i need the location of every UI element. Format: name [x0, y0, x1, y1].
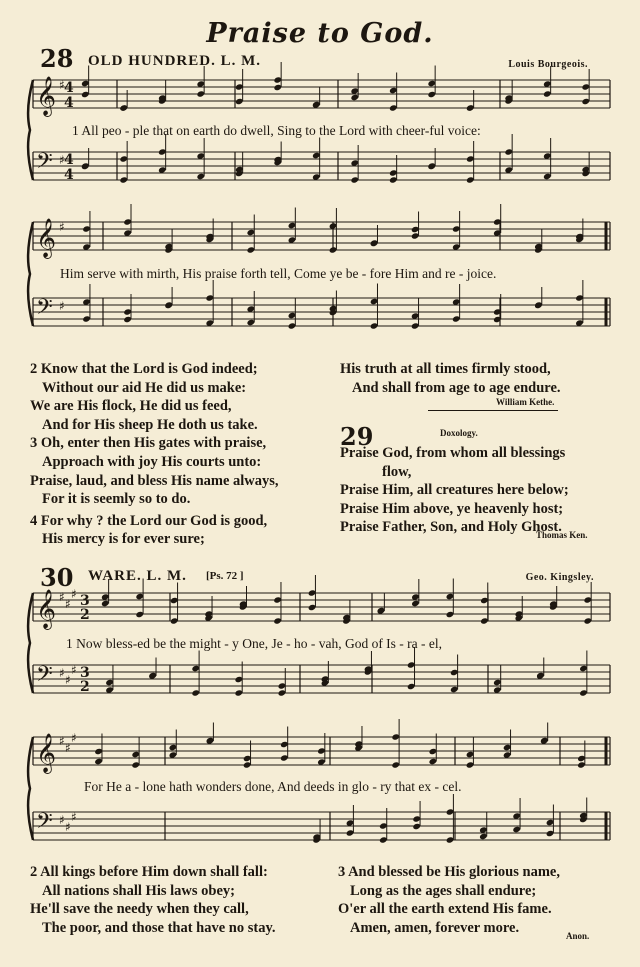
- verse-line: His mercy is for ever sure;: [42, 531, 205, 548]
- verse-line: 2 All kings before Him down shall fall:: [30, 864, 268, 880]
- lyric-line: 1 All peo - ple that on earth do dwell, Sing to the Lord with cheer-ful voice:: [72, 123, 481, 138]
- sharp-sign: ♯: [71, 663, 77, 677]
- hymn-number: 29: [340, 422, 374, 451]
- sharp-sign: ♯: [59, 220, 65, 234]
- composer-credit: Louis Bourgeois.: [508, 59, 588, 70]
- brace: [28, 737, 33, 840]
- lyric-line: Him serve with mirth, His praise forth tell, Come ye be - fore Him and re - joice.: [60, 266, 497, 281]
- doxology-text: [340, 444, 569, 537]
- brace: [28, 80, 33, 180]
- verses-right: [340, 360, 561, 397]
- sharp-sign: ♯: [65, 741, 71, 755]
- hymn-number: 28: [40, 44, 74, 73]
- time-signature: 4: [64, 167, 74, 183]
- brace: [28, 593, 33, 693]
- time-signature: 2: [80, 607, 90, 623]
- sharp-sign: ♯: [65, 820, 71, 834]
- verse-line: Praise Him, all creatures here below;: [340, 482, 569, 499]
- sharp-sign: ♯: [59, 813, 65, 827]
- verse-line: Amen, amen, forever more.: [350, 919, 520, 936]
- treble-clef: 𝄞: [36, 76, 57, 116]
- sharp-sign: ♯: [65, 673, 71, 687]
- treble-clef: 𝄞: [36, 733, 57, 773]
- lyric-line: For He a - lone hath wonders done, And deeds in glo - ry that ex - cel.: [84, 779, 462, 794]
- verse-line: Praise Father, Son, and Holy Ghost.: [340, 519, 562, 536]
- sharp-sign: ♯: [71, 731, 77, 745]
- sharp-sign: ♯: [59, 153, 65, 167]
- verse-line: The poor, and those that have no stay.: [42, 919, 276, 936]
- sharp-sign: ♯: [71, 810, 77, 824]
- verses-right: [338, 863, 560, 937]
- verse-line: flow,: [382, 463, 412, 480]
- verse-line: His truth at all times firmly stood,: [340, 361, 551, 377]
- bass-clef: 𝄢: [36, 662, 53, 692]
- lyric-line: 1 Now bless-ed be the might - y One, Je - ho - vah, God of Is - ra - el,: [66, 636, 443, 651]
- brace: [28, 222, 33, 326]
- psalm-reference: [Ps. 72 ]: [206, 570, 244, 582]
- verse-line: We are His flock, He did us feed,: [30, 398, 232, 415]
- verse-line: 3 Oh, enter then His gates with praise,: [30, 435, 267, 452]
- verse-line: Without our aid He did us make:: [42, 379, 247, 396]
- author-credit: William Kethe.: [496, 397, 555, 407]
- verse-line: And shall from age to age endure.: [352, 379, 561, 396]
- verse-line: Approach with joy His courts unto:: [42, 453, 262, 470]
- verse-line: Long as the ages shall endure;: [350, 882, 537, 899]
- sharp-sign: ♯: [59, 734, 65, 748]
- sharp-sign: ♯: [65, 597, 71, 611]
- sharp-sign: ♯: [59, 590, 65, 604]
- verse-line: Praise God, from whom all blessings: [340, 445, 566, 461]
- bass-clef: 𝄢: [36, 149, 53, 179]
- composer-credit: Geo. Kingsley.: [525, 572, 594, 583]
- verse-line: O'er all the earth extend His fame.: [338, 901, 552, 918]
- verse-line: Praise, laud, and bless His name always,: [30, 472, 279, 489]
- time-signature: 3: [80, 593, 90, 609]
- author-credit: Thomas Ken.: [536, 530, 588, 540]
- time-signature: 3: [80, 665, 90, 681]
- verse-line: And for His sheep He doth us take.: [42, 416, 258, 433]
- verse-line: For it is seemly so to do.: [42, 491, 191, 508]
- time-signature: 4: [64, 152, 74, 168]
- sharp-sign: ♯: [59, 78, 65, 92]
- bass-clef: 𝄢: [36, 295, 53, 325]
- time-signature: 4: [64, 95, 74, 111]
- verse-line: 2 Know that the Lord is God indeed;: [30, 361, 258, 377]
- verse-line: Praise Him above, ye heavenly host;: [340, 500, 564, 517]
- verses-left: [30, 360, 279, 549]
- tune-name: WARE. L. M.: [88, 568, 187, 584]
- verse-line: He'll save the needy when they call,: [30, 901, 249, 918]
- sharp-sign: ♯: [59, 666, 65, 680]
- sharp-sign: ♯: [71, 587, 77, 601]
- verse-line: All nations shall His laws obey;: [42, 882, 235, 899]
- page-title: Praise to God.: [206, 18, 434, 49]
- bass-clef: 𝄢: [36, 809, 53, 839]
- time-signature: 2: [80, 679, 90, 695]
- tune-name: OLD HUNDRED. L. M.: [88, 53, 262, 69]
- divider: [428, 410, 558, 411]
- sharp-sign: ♯: [59, 299, 65, 313]
- treble-clef: 𝄞: [36, 218, 57, 258]
- verse-line: 4 For why ? the Lord our God is good,: [30, 512, 268, 529]
- verses-left: [30, 863, 276, 937]
- author-credit: Anon.: [566, 931, 590, 941]
- treble-clef: 𝄞: [36, 589, 57, 629]
- verse-line: 3 And blessed be His glorious name,: [338, 864, 560, 880]
- time-signature: 4: [64, 80, 74, 96]
- hymn-number: 30: [40, 563, 74, 592]
- hymn-label: Doxology.: [440, 428, 478, 438]
